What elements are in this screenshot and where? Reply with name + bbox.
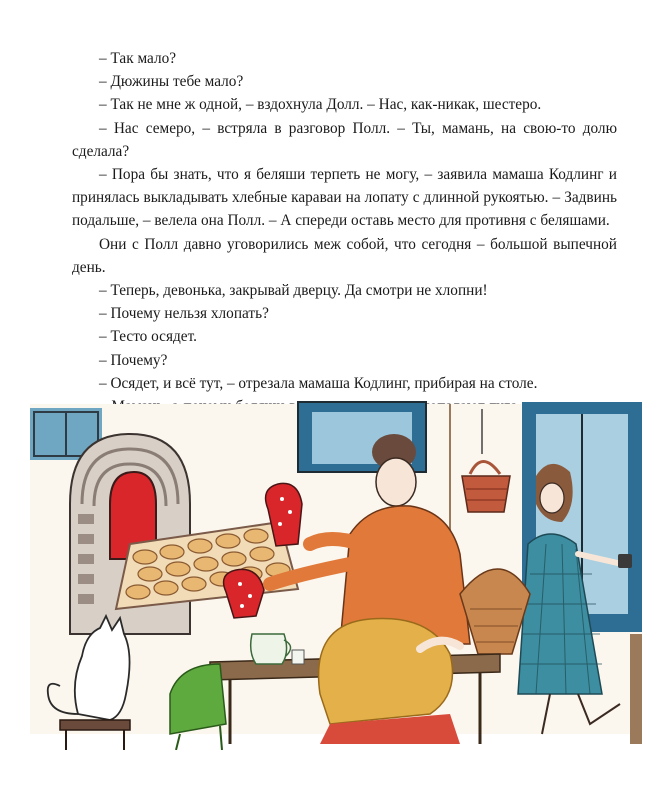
blonde-girl xyxy=(319,618,460,744)
paragraph: – Так не мне ж одной, – вздохнула Долл. – Нас, как-никак, шестеро. xyxy=(99,96,542,114)
kitchen-illustration xyxy=(30,394,642,750)
milk-jug xyxy=(251,634,287,664)
paragraph: – Тесто осядет. xyxy=(99,328,197,346)
paragraph: – Осядет, и всё тут, – отрезала мамаша Кодлинг, прибирая на столе. xyxy=(99,374,538,392)
doorframe xyxy=(630,634,642,744)
paragraph: Они с Полл давно уговорились меж собой, что сегодня – большой выпечной день. xyxy=(72,235,617,276)
paragraph: – Дюжины тебе мало? xyxy=(99,73,244,91)
story-text xyxy=(72,47,617,441)
paragraph: – Почему нельзя хлопать? xyxy=(99,305,269,323)
paragraph: – Почему? xyxy=(99,351,168,369)
paragraph: – Так мало? xyxy=(99,50,177,67)
paragraph: – Нас семеро, – встряла в разговор Полл. – Ты, мамань, на свою-то долю сделала? xyxy=(72,119,617,160)
paragraph: – Теперь, девонька, закрывай дверцу. Да смотри не хлопни! xyxy=(99,282,488,300)
paragraph: – Пора бы знать, что я беляши терпеть не могу, – заявила мамаша Кодлинг и принялась выкладывать хлебные караваи на лопату с длинной рукоятью. – Задвинь подальше, – велела она Полл. – А спереди оставь место для противня с беляшами. xyxy=(72,166,617,230)
